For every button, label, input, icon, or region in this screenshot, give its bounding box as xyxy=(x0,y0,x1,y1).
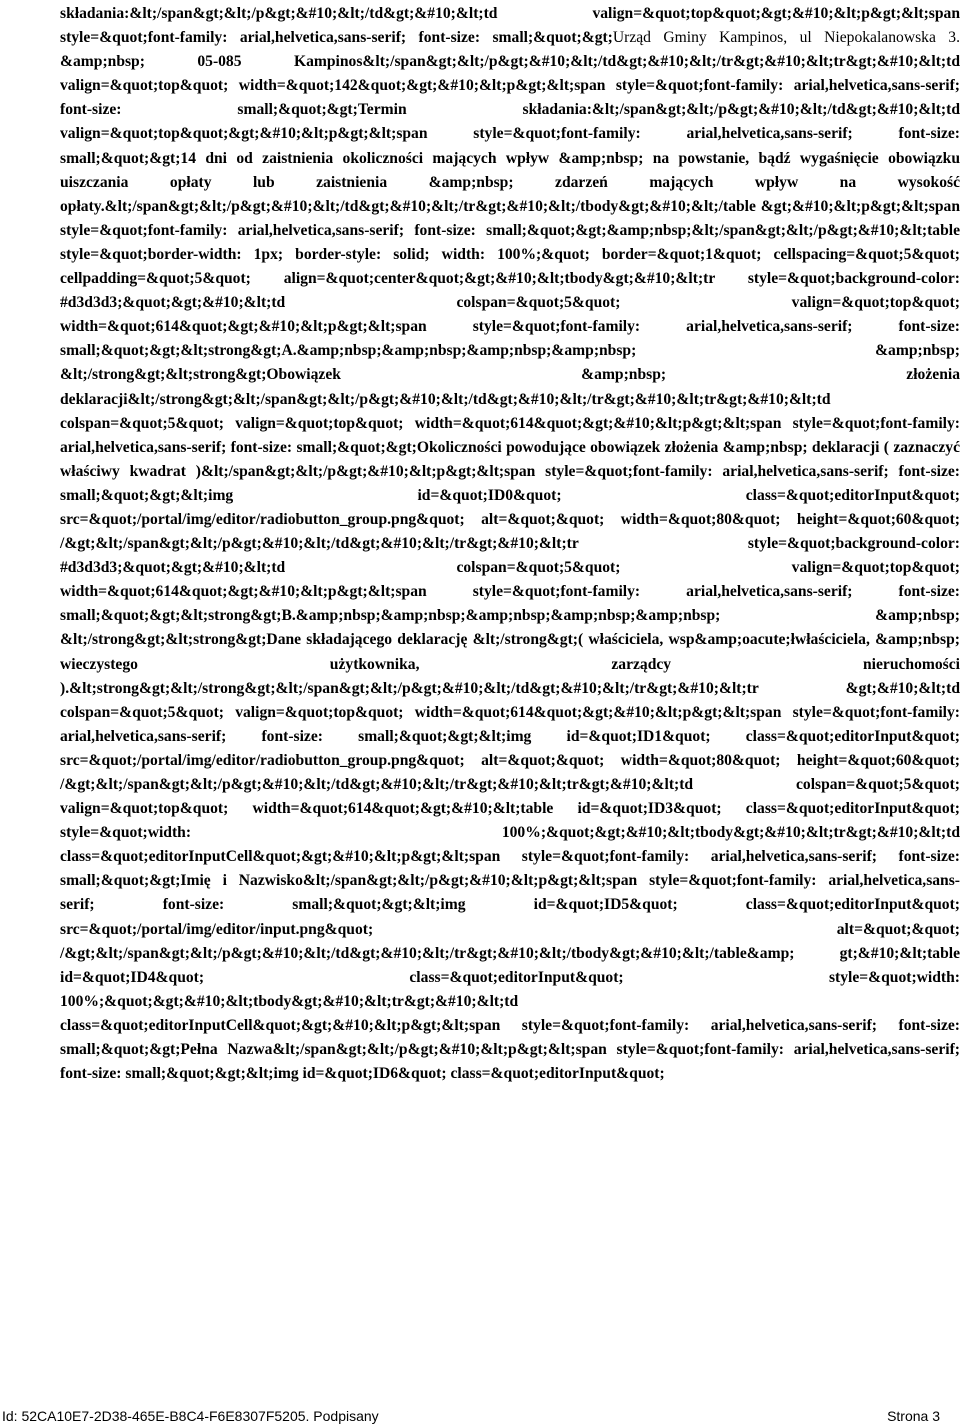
body-text-normal: Urząd Gminy Kampinos, ul Niepokalanowska 3. xyxy=(612,29,960,47)
body-text-bold-lead: składania:&lt;/span&gt;&lt;/p&gt;&#10;&lt;/td&gt;&#10;&lt;td valign=&quot;top&quot;&gt;&#10;&lt;p&gt;&lt;span style=&quot;font-family: arial,helvetica,sans-serif; font-size: small;&quot;&gt; xyxy=(60,5,960,47)
body-text-bold-tail: &amp;nbsp; 05-085 Kampinos&lt;/span&gt;&lt;/p&gt;&#10;&lt;/td&gt;&#10;&lt;/tr&gt;&#10;&lt;tr&gt;&#10;&lt;td valign=&quot;top&quot; width=&quot;142&quot;&gt;&#10;&lt;p&gt;&lt;span style=&quot;font-family: arial,helvetica,sans-serif; font-size: small;&quot;&gt;Termin składania:&lt;/span&gt;&lt;/p&gt;&#10;&lt;/td&gt;&#10;&lt;td valign=&quot;top&quot;&gt;&#10;&lt;p&gt;&lt;span style=&quot;font-family: arial,helvetica,sans-serif; font-size: small;&quot;&gt;14 dni od zaistnienia okoliczności mających wpływ &amp;nbsp; na powstanie, bądź wygaśnięcie obowiązku uiszczania opłaty lub zaistnienia &amp;nbsp; zdarzeń mających wpływ na wysokość opłaty.&lt;/span&gt;&lt;/p&gt;&#10;&lt;/td&gt;&#10;&lt;/tr&gt;&#10;&lt;/tbody&gt;&#10;&lt;/table &gt;&#10;&lt;p&gt;&lt;span style=&quot;font-family: arial,helvetica,sans-serif; font-size: small;&quot;&gt;&amp;nbsp;&lt;/span&gt;&lt;/p&gt;&#10;&lt;table style=&quot;border-width: 1px; border-style: solid; width: 100%;&quot; border=&quot;1&quot; cellspacing=&quot;5&quot; cellpadding=&quot;5&quot; align=&quot;center&quot;&gt;&#10;&lt;tbody&gt;&#10;&lt;tr style=&quot;background-color: #d3d3d3;&quot;&gt;&#10;&lt;td colspan=&quot;5&quot; valign=&quot;top&quot; width=&quot;614&quot;&gt;&#10;&lt;p&gt;&lt;span style=&quot;font-family: arial,helvetica,sans-serif; font-size: small;&quot;&gt;&lt;strong&gt;A.&amp;nbsp;&amp;nbsp;&amp;nbsp;&amp;nbsp; &amp;nbsp; &lt;/strong&gt;&lt;strong&gt;Obowiązek &amp;nbsp; złożenia deklaracji&lt;/strong&gt;&lt;/span&gt;&lt;/p&gt;&#10;&lt;/td&gt;&#10;&lt;/tr&gt;&#10;&lt;tr&gt;&#10;&lt;td colspan=&quot;5&quot; valign=&quot;top&quot; width=&quot;614&quot;&gt;&#10;&lt;p&gt;&lt;span style=&quot;font-family: arial,helvetica,sans-serif; font-size: small;&quot;&gt;Okoliczności powodujące obowiązek złożenia &amp;nbsp; deklaracji ( zaznaczyć właściwy kwadrat )&lt;/span&gt;&lt;/p&gt;&#10;&lt;p&gt;&lt;span style=&quot;font-family: arial,helvetica,sans-serif; font-size: small;&quot;&gt;&lt;img id=&quot;ID0&quot; class=&quot;editorInput&quot; src=&quot;/portal/img/editor/radiobutton_group.png&quot; alt=&quot;&quot; width=&quot;80&quot; height=&quot;60&quot; /&gt;&lt;/span&gt;&lt;/p&gt;&#10;&lt;/td&gt;&#10;&lt;/tr&gt;&#10;&lt;tr style=&quot;background-color: #d3d3d3;&quot;&gt;&#10;&lt;td colspan=&quot;5&quot; valign=&quot;top&quot; width=&quot;614&quot;&gt;&#10;&lt;p&gt;&lt;span style=&quot;font-family: arial,helvetica,sans-serif; font-size: small;&quot;&gt;&lt;strong&gt;B.&amp;nbsp;&amp;nbsp;&amp;nbsp;&amp;nbsp;&amp;nbsp; &amp;nbsp; &lt;/strong&gt;&lt;strong&gt;Dane składającego deklarację &lt;/strong&gt;( właściciela, wsp&amp;oacute;łwłaściciela, &amp;nbsp; wieczystego użytkownika, zarządcy nieruchomości ).&lt;strong&gt;&lt;/strong&gt;&lt;/span&gt;&lt;/p&gt;&#10;&lt;/td&gt;&#10;&lt;/tr&gt;&#10;&lt;tr &gt;&#10;&lt;td colspan=&quot;5&quot; valign=&quot;top&quot; width=&quot;614&quot;&gt;&#10;&lt;p&gt;&lt;span style=&quot;font-family: arial,helvetica,sans-serif; font-size: small;&quot;&gt;&lt;img id=&quot;ID1&quot; class=&quot;editorInput&quot; src=&quot;/portal/img/editor/radiobutton_group.png&quot; alt=&quot;&quot; width=&quot;80&quot; height=&quot;60&quot; /&gt;&lt;/span&gt;&lt;/p&gt;&#10;&lt;/td&gt;&#10;&lt;/tr&gt;&#10;&lt;tr&gt;&#10;&lt;td colspan=&quot;5&quot; valign=&quot;top&quot; width=&quot;614&quot;&gt;&#10;&lt;table id=&quot;ID3&quot; class=&quot;editorInput&quot; style=&quot;width: 100%;&quot;&gt;&#10;&lt;tbody&gt;&#10;&lt;tr&gt;&#10;&lt;td class=&quot;editorInputCell&quot;&gt;&#10;&lt;p&gt;&lt;span style=&quot;font-family: arial,helvetica,sans-serif; font-size: small;&quot;&gt;Imię i Nazwisko&lt;/span&gt;&lt;/p&gt;&#10;&lt;p&gt;&lt;span style=&quot;font-family: arial,helvetica,sans-serif; font-size: small;&quot;&gt;&lt;img id=&quot;ID5&quot; class=&quot;editorInput&quot; src=&quot;/portal/img/editor/input.png&quot; alt=&quot;&quot; /&gt;&lt;/span&gt;&lt;/p&gt;&#10;&lt;/td&gt;&#10;&lt;/tr&gt;&#10;&lt;/tbody&gt;&#10;&lt;/table&amp; gt;&#10;&lt;table id=&quot;ID4&quot; class=&quot;editorInput&quot; style=&quot;width: 100%;&quot;&gt;&#10;&lt;tbody&gt;&#10;&lt;tr&gt;&#10;&lt;td class=&quot;editorInputCell&quot;&gt;&#10;&lt;p&gt;&lt;span style=&quot;font-family: arial,helvetica,sans-serif; font-size: small;&quot;&gt;Pełna Nazwa&lt;/span&gt;&lt;/p&gt;&#10;&lt;p&gt;&lt;span style=&quot;font-family: arial,helvetica,sans-serif; font-size: small;&quot;&gt;&lt;img id=&quot;ID6&quot; class=&quot;editorInput&quot; xyxy=(60,53,960,1083)
document-body xyxy=(60,2,960,1086)
footer-document-id: Id: 52CA10E7-2D38-465E-B8C4-F6E8307F5205. Podpisany xyxy=(2,1408,379,1424)
page-footer xyxy=(0,1404,960,1426)
body-paragraph xyxy=(60,2,960,1086)
footer-page-number: Strona 3 xyxy=(887,1408,940,1424)
